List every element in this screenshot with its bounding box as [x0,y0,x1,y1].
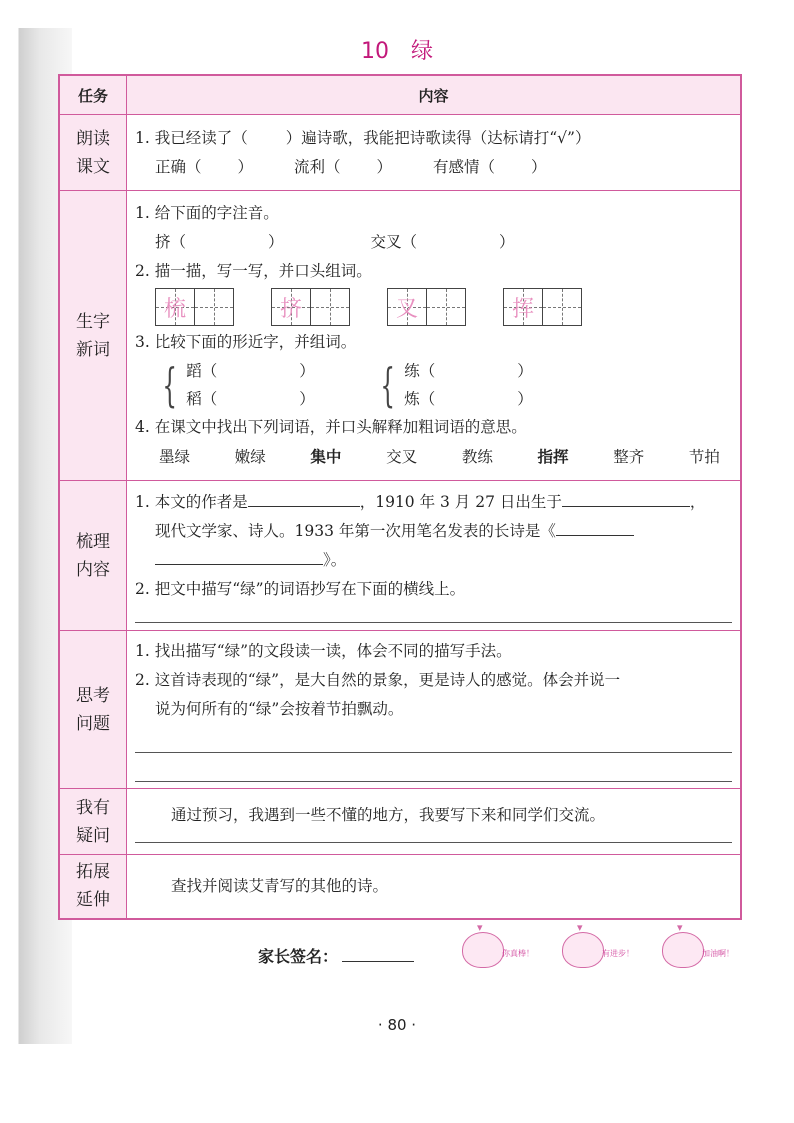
row-label-extension [59,855,127,919]
birthplace-blank[interactable] [562,489,690,507]
text: 挤（ [155,233,187,251]
text: ）遍诗歌，我能把诗歌读得（达标请打“√”） [285,128,591,147]
vocab-q1: 1. 给下面的字注音。 [135,204,279,222]
vocab-content [127,191,742,481]
text: ， [689,493,706,511]
tracing-grid[interactable] [155,288,234,326]
text: 稻（ [186,390,218,408]
tracing-grid[interactable] [387,288,466,326]
tracing-grids [135,286,734,328]
char-pair [155,357,373,413]
text: ） [237,157,254,176]
text: ，1910 年 3 月 27 日出生于 [359,493,562,511]
table-header-row [59,75,741,115]
sorting-content [127,481,742,631]
text: 炼（ [404,390,436,408]
write-cell[interactable] [426,289,465,325]
label-line: 生字 [76,311,110,332]
word-item: 交叉 [386,448,418,466]
thinking-content [127,631,742,789]
word-item: 整齐 [613,448,645,466]
tracing-grid[interactable] [271,288,350,326]
word-item: 墨绿 [159,448,191,466]
text: 1. 本文的作者是 [135,493,248,511]
label-line: 内容 [76,559,110,580]
label-line: 问题 [76,713,110,734]
row-label-thinking [59,631,127,789]
author-blank[interactable] [248,489,360,507]
header-content: 内容 [127,75,742,115]
text: 交叉（ [370,233,417,251]
option-expressive: 有感情（ [432,157,495,176]
char-pair [373,357,591,413]
label-line: 思考 [76,685,110,706]
text: ） [299,362,315,380]
thinking-q2: 2. 这首诗表现的“绿”，是大自然的景象，更是诗人的感觉。体会并说一 [135,671,621,689]
encouragement-stickers [462,928,752,976]
label-line: 课文 [76,156,110,177]
pinyin-line [135,228,734,257]
answer-line[interactable] [135,830,732,843]
poem-blank-cont[interactable] [155,547,323,565]
text: 蹈（ [186,362,218,380]
cat-sticker-icon [662,928,742,976]
thinking-q2-cont: 说为何所有的“绿”会按着节拍飘动。 [155,700,404,718]
row-questions [59,789,741,855]
lesson-title-text: 绿 [410,39,433,64]
sticker-caption: 加油啊！ [702,949,734,958]
extension-text: 查找并阅读艾青写的其他的诗。 [171,876,389,895]
questions-text: 通过预习，我遇到一些不懂的地方，我要写下来和同学们交流。 [171,805,606,824]
word-list [135,442,734,472]
trace-cell [504,289,542,325]
extension-content [127,855,742,919]
trace-char: 梳 [163,296,186,322]
word-item-bold: 集中 [310,447,342,466]
signature-blank[interactable] [342,944,414,962]
lesson-title [0,34,794,65]
text: ） [268,233,284,251]
row-label-reading [59,115,127,191]
row-thinking [59,631,741,789]
trace-char: 挤 [279,296,302,322]
trace-char: 叉 [395,296,418,322]
row-extension [59,855,741,919]
parent-signature [258,944,414,967]
brace-icon: { [380,358,395,412]
label-line: 拓展 [76,862,110,883]
sticker-caption: 有进步！ [602,949,634,958]
text: ） [517,362,533,380]
trace-cell [388,289,426,325]
cat-sticker-icon [462,928,542,976]
option-correct: 正确（ [155,157,202,176]
label-line: 新词 [76,339,110,360]
sorting-q2: 2. 把文中描写“绿”的词语抄写在下面的横线上。 [135,580,466,598]
option-fluent: 流利（ [293,157,341,176]
trace-cell [156,289,194,325]
row-vocab [59,191,741,481]
text: 》。 [323,551,347,569]
thinking-q1: 1. 找出描写“绿”的文段读一读，体会不同的描写手法。 [135,642,512,660]
header-task: 任务 [59,75,127,115]
text: ） [376,157,392,176]
write-cell[interactable] [542,289,581,325]
answer-line[interactable] [135,753,732,782]
trace-cell [272,289,310,325]
row-label-vocab [59,191,127,481]
worksheet-table [58,74,742,920]
lesson-number: 10 [360,39,389,64]
label-line: 疑问 [76,825,110,846]
text: ） [517,390,533,408]
word-item: 教练 [461,448,493,466]
similar-chars [135,357,734,413]
label-line: 朗读 [76,128,110,149]
sorting-q1-line2 [135,517,734,546]
text: ） [498,233,515,251]
label-line: 延伸 [76,890,110,911]
word-item-bold: 指挥 [537,447,569,466]
row-sorting [59,481,741,631]
write-cell[interactable] [310,289,349,325]
sorting-q1-line1 [135,488,734,517]
sorting-q1-line3 [135,546,734,575]
text: 练（ [404,362,436,380]
text: ） [530,157,547,176]
row-reading [59,115,741,191]
vocab-q3: 3. 比较下面的形近字，并组词。 [135,333,357,351]
poem-blank[interactable] [556,518,634,536]
vocab-q2: 2. 描一描，写一写，并口头组词。 [135,262,372,280]
reading-content [127,115,742,191]
vocab-q4: 4. 在课文中找出下列词语，并口头解释加粗词语的意思。 [135,418,527,436]
write-cell[interactable] [194,289,233,325]
label-line: 梳理 [76,531,110,552]
questions-content [127,789,742,855]
reading-q1 [135,124,734,153]
row-label-sorting [59,481,127,631]
word-item: 节拍 [688,448,720,466]
text: 现代文学家、诗人。1933 年第一次用笔名发表的长诗是《 [155,522,556,540]
brace-icon: { [162,358,177,412]
answer-line[interactable] [135,604,732,623]
signature-label: 家长签名： [258,947,339,966]
page-number: · 80 · [377,1016,417,1034]
cat-sticker-icon [562,928,642,976]
tracing-grid[interactable] [503,288,582,326]
sticker-caption: 你真棒！ [502,949,534,958]
label-line: 我有 [76,797,110,818]
word-item: 嫩绿 [234,448,266,466]
text: 1. 我已经读了（ [135,128,248,147]
row-label-questions [59,789,127,855]
text: ） [299,390,315,408]
answer-line[interactable] [135,724,732,753]
trace-char: 挥 [511,296,534,322]
reading-options [135,153,734,182]
